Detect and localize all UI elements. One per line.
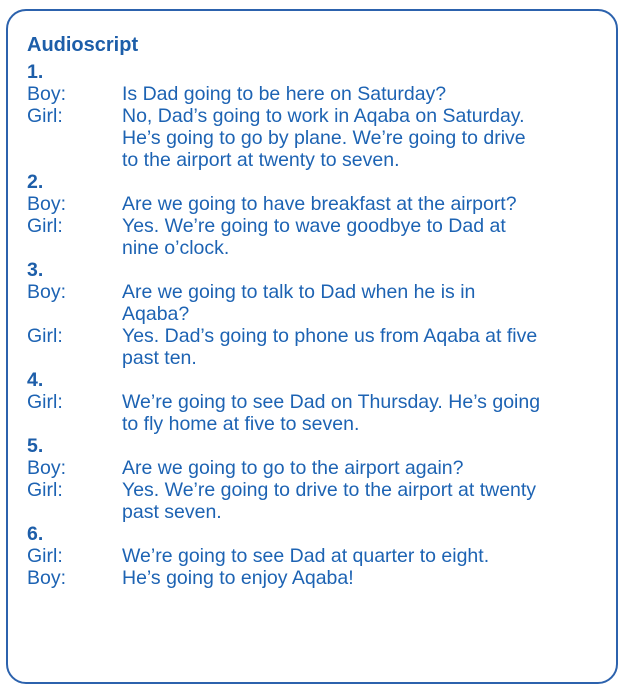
speaker-label: Boy:	[27, 281, 67, 303]
section-number: 2.	[27, 171, 44, 193]
dialogue-text	[122, 281, 612, 325]
section-1	[27, 61, 612, 171]
dialogue-text	[122, 391, 612, 435]
speaker-label: Boy:	[27, 457, 67, 479]
section-number: 4.	[27, 369, 44, 391]
text-line: to the airport at twenty to seven.	[122, 149, 400, 171]
section-6	[27, 523, 612, 589]
section-2	[27, 171, 612, 259]
dialogue-line	[27, 193, 612, 215]
text-line: No, Dad’s going to work in Aqaba on Saturday.	[122, 105, 525, 127]
dialogue-line	[27, 479, 612, 523]
dialogue-line	[27, 281, 612, 325]
speaker-label: Girl:	[27, 545, 63, 567]
section-3	[27, 259, 612, 369]
text-line: We’re going to see Dad on Thursday. He’s going	[122, 391, 541, 413]
text-line: to fly home at five to seven.	[122, 413, 360, 435]
text-line: Yes. We’re going to drive to the airport at twenty	[122, 479, 537, 501]
text-line: Is Dad going to be here on Saturday?	[122, 83, 447, 105]
text-line: Yes. We’re going to wave goodbye to Dad at	[122, 215, 506, 237]
dialogue-text	[122, 545, 612, 567]
audioscript-content	[27, 33, 612, 589]
dialogue-line	[27, 215, 612, 259]
text-line: He’s going to go by plane. We’re going to drive	[122, 127, 526, 149]
text-line: past seven.	[122, 501, 222, 523]
dialogue-line	[27, 567, 612, 589]
speaker-label: Girl:	[27, 479, 63, 501]
speaker-label: Boy:	[27, 193, 67, 215]
dialogue-line	[27, 83, 612, 105]
dialogue-line	[27, 457, 612, 479]
text-line: He’s going to enjoy Aqaba!	[122, 567, 354, 589]
section-4	[27, 369, 612, 435]
text-line: Are we going to talk to Dad when he is in	[122, 281, 476, 303]
section-5	[27, 435, 612, 523]
audioscript-title: Audioscript	[27, 34, 139, 56]
section-number: 1.	[27, 61, 44, 83]
dialogue-text	[122, 215, 612, 259]
dialogue-text	[122, 457, 612, 479]
speaker-label: Girl:	[27, 391, 63, 413]
dialogue-line	[27, 391, 612, 435]
text-line: Are we going to go to the airport again?	[122, 457, 464, 479]
speaker-label: Girl:	[27, 105, 63, 127]
dialogue-line	[27, 325, 612, 369]
dialogue-text	[122, 105, 612, 171]
dialogue-text	[122, 325, 612, 369]
section-number: 6.	[27, 523, 44, 545]
dialogue-text	[122, 479, 612, 523]
speaker-label: Boy:	[27, 567, 67, 589]
speaker-label: Girl:	[27, 325, 63, 347]
text-line: Aqaba?	[122, 303, 190, 325]
section-number: 5.	[27, 435, 44, 457]
dialogue-line	[27, 545, 612, 567]
speaker-label: Boy:	[27, 83, 67, 105]
text-line: nine o’clock.	[122, 237, 230, 259]
section-number: 3.	[27, 259, 44, 281]
dialogue-text	[122, 83, 612, 105]
dialogue-text	[122, 193, 612, 215]
dialogue-line	[27, 105, 612, 171]
text-line: past ten.	[122, 347, 197, 369]
text-line: We’re going to see Dad at quarter to eight.	[122, 545, 490, 567]
text-line: Yes. Dad’s going to phone us from Aqaba at five	[122, 325, 538, 347]
speaker-label: Girl:	[27, 215, 63, 237]
text-line: Are we going to have breakfast at the airport?	[122, 193, 517, 215]
dialogue-text	[122, 567, 612, 589]
